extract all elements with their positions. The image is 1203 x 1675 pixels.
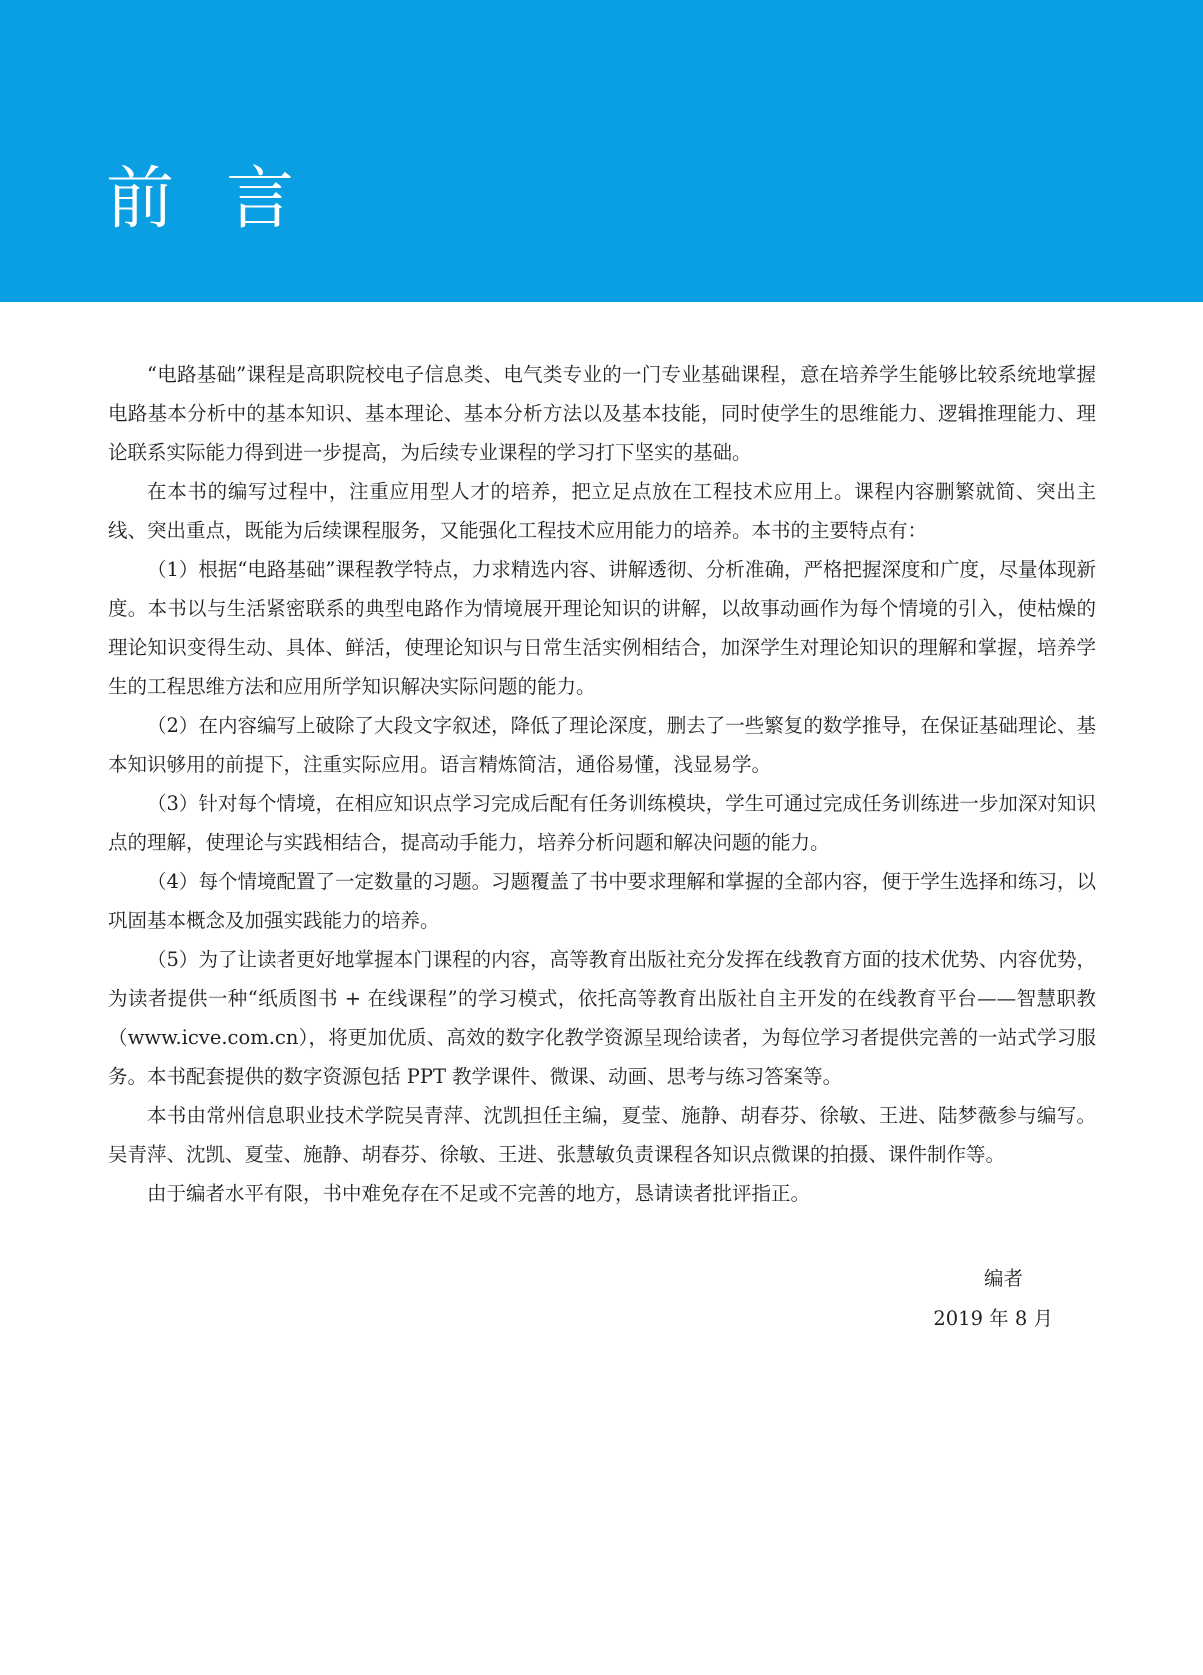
paragraph-intro: “电路基础”课程是高职院校电子信息类、电气类专业的一门专业基础课程，意在培养学生能够比较系统地掌握电路基本分析中的基本知识、基本理论、基本分析方法以及基本技能，同时使学生的思维能力、逻辑推理能力、理论联系实际能力得到进一步提高，为后续专业课程的学习打下坚实的基础。 [108, 363, 1096, 464]
preface-body [108, 355, 1096, 1213]
signature-date: 2019 年 8 月 [933, 1307, 1053, 1330]
signature-author: 编者 [983, 1267, 1023, 1290]
paragraph-feature-3: （3）针对每个情境，在相应知识点学习完成后配有任务训练模块，学生可通过完成任务训练进一步加深对知识点的理解，使理论与实践相结合，提高动手能力，培养分析问题和解决问题的能力。 [108, 792, 1096, 854]
paragraph-feature-2: （2）在内容编写上破除了大段文字叙述，降低了理论深度，删去了一些繁复的数学推导，在保证基础理论、基本知识够用的前提下，注重实际应用。语言精炼简洁，通俗易懂，浅显易学。 [108, 714, 1096, 776]
header-band [0, 0, 1203, 302]
paragraph-feature-1: （1）根据“电路基础”课程教学特点，力求精选内容、讲解透彻、分析准确，严格把握深度和广度，尽量体现新度。本书以与生活紧密联系的典型电路作为情境展开理论知识的讲解，以故事动画作为每个情境的引入，使枯燥的理论知识变得生动、具体、鲜活，使理论知识与日常生活实例相结合，加深学生对理论知识的理解和掌握，培养学生的工程思维方法和应用所学知识解决实际问题的能力。 [108, 558, 1096, 698]
paragraph-writing-process: 在本书的编写过程中，注重应用型人才的培养，把立足点放在工程技术应用上。课程内容删繁就简、突出主线、突出重点，既能为后续课程服务，又能强化工程技术应用能力的培养。本书的主要特点有： [108, 480, 1096, 542]
page-title: 前言 [106, 160, 347, 239]
paragraph-feature-5: （5）为了让读者更好地掌握本门课程的内容，高等教育出版社充分发挥在线教育方面的技术优势、内容优势，为读者提供一种“纸质图书 + 在线课程”的学习模式，依托高等教育出版社自主开发的在线教育平台——智慧职教（www.icve.com.cn），将更加优质、高效的数字化教学资源呈现给读者，为每位学习者提供完善的一站式学习服务。本书配套提供的数字资源包括 PPT 教学课件、微课、动画、思考与练习答案等。 [108, 948, 1096, 1088]
signature-block [933, 1259, 1053, 1339]
paragraph-authors: 本书由常州信息职业技术学院吴青萍、沈凯担任主编，夏莹、施静、胡春芬、徐敏、王进、陆梦薇参与编写。吴青萍、沈凯、夏莹、施静、胡春芬、徐敏、王进、张慧敏负责课程各知识点微课的拍摄、课件制作等。 [108, 1104, 1096, 1166]
paragraph-feature-4: （4）每个情境配置了一定数量的习题。习题覆盖了书中要求理解和掌握的全部内容，便于学生选择和练习，以巩固基本概念及加强实践能力的培养。 [108, 870, 1096, 932]
paragraph-closing: 由于编者水平有限，书中难免存在不足或不完善的地方，恳请读者批评指正。 [147, 1182, 811, 1205]
